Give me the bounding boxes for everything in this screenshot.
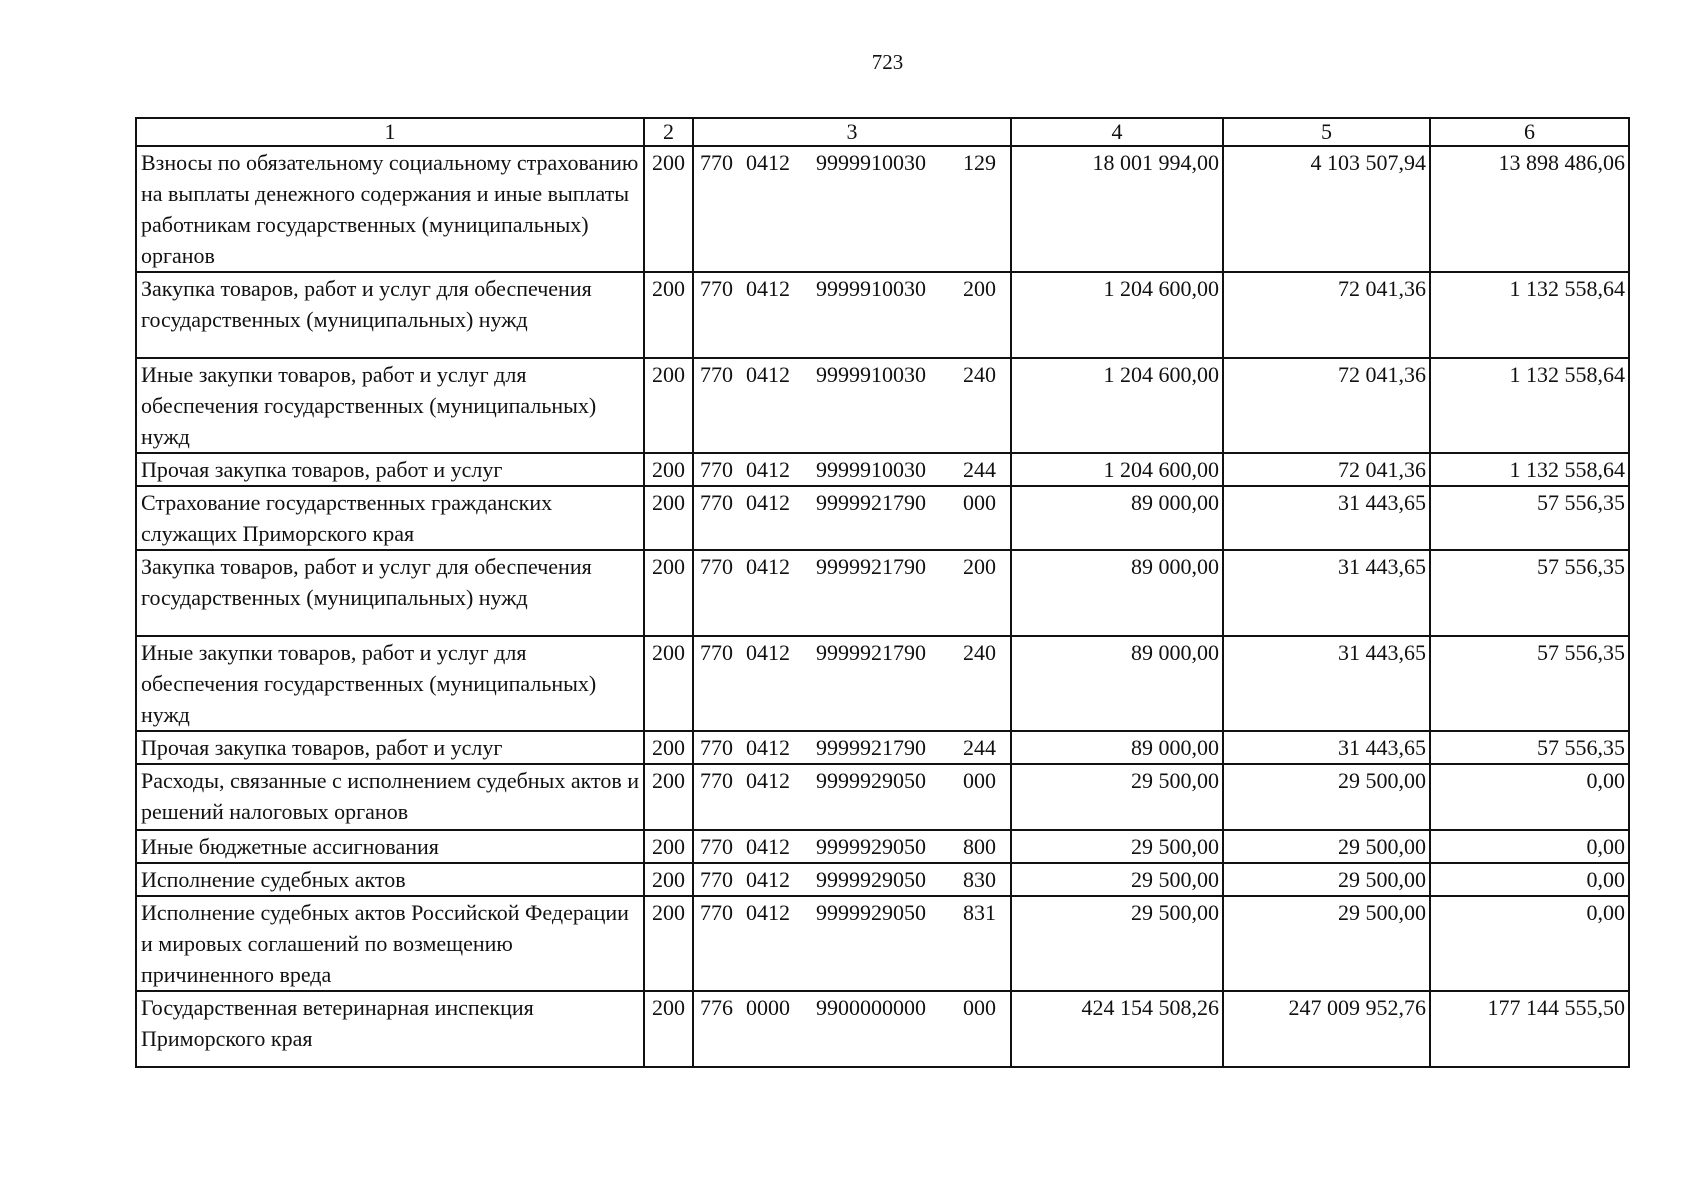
target-code: 9999910030 <box>816 150 926 175</box>
classification-code <box>693 486 1011 550</box>
target-code: 9999910030 <box>816 362 926 387</box>
grbs-code: 200 <box>644 358 693 453</box>
amount-col5: 247 009 952,76 <box>1223 991 1430 1067</box>
amount-col4: 29 500,00 <box>1011 830 1223 863</box>
header-row <box>136 118 1629 146</box>
section-code: 0000 <box>746 995 790 1020</box>
target-code: 9900000000 <box>816 995 926 1020</box>
page-number: 723 <box>871 50 904 74</box>
target-code: 9999921790 <box>816 735 926 760</box>
grbs-code: 200 <box>644 731 693 764</box>
target-code: 9999910030 <box>816 276 926 301</box>
amount-col6: 0,00 <box>1430 863 1629 896</box>
table-row <box>136 486 1629 550</box>
section-code: 0412 <box>746 276 790 301</box>
dept-code: 776 <box>700 995 733 1020</box>
amount-col5: 31 443,65 <box>1223 731 1430 764</box>
dept-code: 770 <box>700 768 733 793</box>
expense-type-code: 244 <box>963 735 996 760</box>
classification-code <box>693 830 1011 863</box>
table-row <box>136 830 1629 863</box>
classification-code <box>693 896 1011 991</box>
classification-code <box>693 764 1011 830</box>
dept-code: 770 <box>700 900 733 925</box>
amount-col4: 89 000,00 <box>1011 486 1223 550</box>
amount-col5: 29 500,00 <box>1223 863 1430 896</box>
expense-type-code: 800 <box>963 834 996 859</box>
item-name: Закупка товаров, работ и услуг для обеспечения государственных (муниципальных) нужд <box>136 272 644 358</box>
dept-code: 770 <box>700 640 733 665</box>
dept-code: 770 <box>700 276 733 301</box>
amount-col5: 29 500,00 <box>1223 764 1430 830</box>
item-name: Взносы по обязательному социальному страхованию на выплаты денежного содержания и иные выплаты работникам государственных (муниципальных) органов <box>136 146 644 272</box>
grbs-code: 200 <box>644 830 693 863</box>
table-row <box>136 863 1629 896</box>
section-code: 0412 <box>746 834 790 859</box>
budget-table <box>135 117 1630 1068</box>
amount-col4: 89 000,00 <box>1011 731 1223 764</box>
amount-col5: 31 443,65 <box>1223 550 1430 636</box>
amount-col4: 29 500,00 <box>1011 764 1223 830</box>
item-name: Иные закупки товаров, работ и услуг для обеспечения государственных (муниципальных) нужд <box>136 636 644 731</box>
amount-col4: 1 204 600,00 <box>1011 453 1223 486</box>
expense-type-code: 000 <box>963 490 996 515</box>
expense-type-code: 244 <box>963 457 996 482</box>
classification-code <box>693 731 1011 764</box>
target-code: 9999921790 <box>816 490 926 515</box>
table-row <box>136 896 1629 991</box>
table-row <box>136 550 1629 636</box>
expense-type-code: 831 <box>963 900 996 925</box>
section-code: 0412 <box>746 867 790 892</box>
table-row <box>136 636 1629 731</box>
expense-type-code: 200 <box>963 276 996 301</box>
classification-code <box>693 146 1011 272</box>
amount-col6: 0,00 <box>1430 896 1629 991</box>
table-body <box>136 146 1629 1067</box>
grbs-code: 200 <box>644 453 693 486</box>
classification-code <box>693 358 1011 453</box>
classification-code <box>693 863 1011 896</box>
section-code: 0412 <box>746 490 790 515</box>
grbs-code: 200 <box>644 486 693 550</box>
header-cell: 1 <box>136 118 644 146</box>
grbs-code: 200 <box>644 272 693 358</box>
item-name: Исполнение судебных актов Российской Федерации и мировых соглашений по возмещению причиненного вреда <box>136 896 644 991</box>
expense-type-code: 240 <box>963 362 996 387</box>
classification-code <box>693 272 1011 358</box>
amount-col4: 29 500,00 <box>1011 896 1223 991</box>
header-cell: 2 <box>644 118 693 146</box>
expense-type-code: 000 <box>963 995 996 1020</box>
classification-code <box>693 550 1011 636</box>
amount-col4: 424 154 508,26 <box>1011 991 1223 1067</box>
section-code: 0412 <box>746 640 790 665</box>
section-code: 0412 <box>746 735 790 760</box>
section-code: 0412 <box>746 362 790 387</box>
header-cell: 6 <box>1430 118 1629 146</box>
grbs-code: 200 <box>644 550 693 636</box>
grbs-code: 200 <box>644 896 693 991</box>
header-cell: 5 <box>1223 118 1430 146</box>
amount-col5: 4 103 507,94 <box>1223 146 1430 272</box>
table-row <box>136 991 1629 1067</box>
classification-code <box>693 453 1011 486</box>
item-name: Государственная ветеринарная инспекция Приморского края <box>136 991 644 1067</box>
amount-col5: 31 443,65 <box>1223 636 1430 731</box>
grbs-code: 200 <box>644 991 693 1067</box>
grbs-code: 200 <box>644 636 693 731</box>
target-code: 9999929050 <box>816 768 926 793</box>
amount-col4: 89 000,00 <box>1011 636 1223 731</box>
target-code: 9999929050 <box>816 867 926 892</box>
amount-col6: 57 556,35 <box>1430 636 1629 731</box>
dept-code: 770 <box>700 735 733 760</box>
item-name: Прочая закупка товаров, работ и услуг <box>136 453 644 486</box>
amount-col6: 0,00 <box>1430 830 1629 863</box>
item-name: Исполнение судебных актов <box>136 863 644 896</box>
header-cell: 4 <box>1011 118 1223 146</box>
dept-code: 770 <box>700 150 733 175</box>
item-name: Закупка товаров, работ и услуг для обеспечения государственных (муниципальных) нужд <box>136 550 644 636</box>
item-name: Иные закупки товаров, работ и услуг для обеспечения государственных (муниципальных) нужд <box>136 358 644 453</box>
amount-col6: 177 144 555,50 <box>1430 991 1629 1067</box>
section-code: 0412 <box>746 768 790 793</box>
dept-code: 770 <box>700 362 733 387</box>
dept-code: 770 <box>700 457 733 482</box>
table-row <box>136 453 1629 486</box>
amount-col5: 29 500,00 <box>1223 896 1430 991</box>
target-code: 9999929050 <box>816 900 926 925</box>
amount-col4: 89 000,00 <box>1011 550 1223 636</box>
expense-type-code: 129 <box>963 150 996 175</box>
section-code: 0412 <box>746 457 790 482</box>
dept-code: 770 <box>700 490 733 515</box>
amount-col6: 13 898 486,06 <box>1430 146 1629 272</box>
item-name: Страхование государственных гражданских служащих Приморского края <box>136 486 644 550</box>
target-code: 9999921790 <box>816 640 926 665</box>
amount-col6: 57 556,35 <box>1430 550 1629 636</box>
expense-type-code: 200 <box>963 554 996 579</box>
header-cell: 3 <box>693 118 1011 146</box>
dept-code: 770 <box>700 867 733 892</box>
section-code: 0412 <box>746 554 790 579</box>
expense-type-code: 830 <box>963 867 996 892</box>
amount-col5: 72 041,36 <box>1223 358 1430 453</box>
grbs-code: 200 <box>644 146 693 272</box>
dept-code: 770 <box>700 554 733 579</box>
amount-col5: 31 443,65 <box>1223 486 1430 550</box>
classification-code <box>693 991 1011 1067</box>
item-name: Прочая закупка товаров, работ и услуг <box>136 731 644 764</box>
amount-col5: 72 041,36 <box>1223 453 1430 486</box>
amount-col4: 1 204 600,00 <box>1011 358 1223 453</box>
amount-col6: 1 132 558,64 <box>1430 453 1629 486</box>
target-code: 9999921790 <box>816 554 926 579</box>
expense-type-code: 240 <box>963 640 996 665</box>
amount-col5: 29 500,00 <box>1223 830 1430 863</box>
classification-code <box>693 636 1011 731</box>
table-row <box>136 764 1629 830</box>
amount-col6: 0,00 <box>1430 764 1629 830</box>
table-row <box>136 731 1629 764</box>
grbs-code: 200 <box>644 863 693 896</box>
table-row <box>136 272 1629 358</box>
amount-col4: 18 001 994,00 <box>1011 146 1223 272</box>
amount-col6: 1 132 558,64 <box>1430 358 1629 453</box>
section-code: 0412 <box>746 150 790 175</box>
amount-col6: 1 132 558,64 <box>1430 272 1629 358</box>
grbs-code: 200 <box>644 764 693 830</box>
dept-code: 770 <box>700 834 733 859</box>
table-row <box>136 146 1629 272</box>
item-name: Расходы, связанные с исполнением судебных актов и решений налоговых органов <box>136 764 644 830</box>
section-code: 0412 <box>746 900 790 925</box>
table-row <box>136 358 1629 453</box>
target-code: 9999910030 <box>816 457 926 482</box>
target-code: 9999929050 <box>816 834 926 859</box>
amount-col6: 57 556,35 <box>1430 486 1629 550</box>
amount-col4: 1 204 600,00 <box>1011 272 1223 358</box>
amount-col5: 72 041,36 <box>1223 272 1430 358</box>
amount-col6: 57 556,35 <box>1430 731 1629 764</box>
expense-type-code: 000 <box>963 768 996 793</box>
amount-col4: 29 500,00 <box>1011 863 1223 896</box>
item-name: Иные бюджетные ассигнования <box>136 830 644 863</box>
